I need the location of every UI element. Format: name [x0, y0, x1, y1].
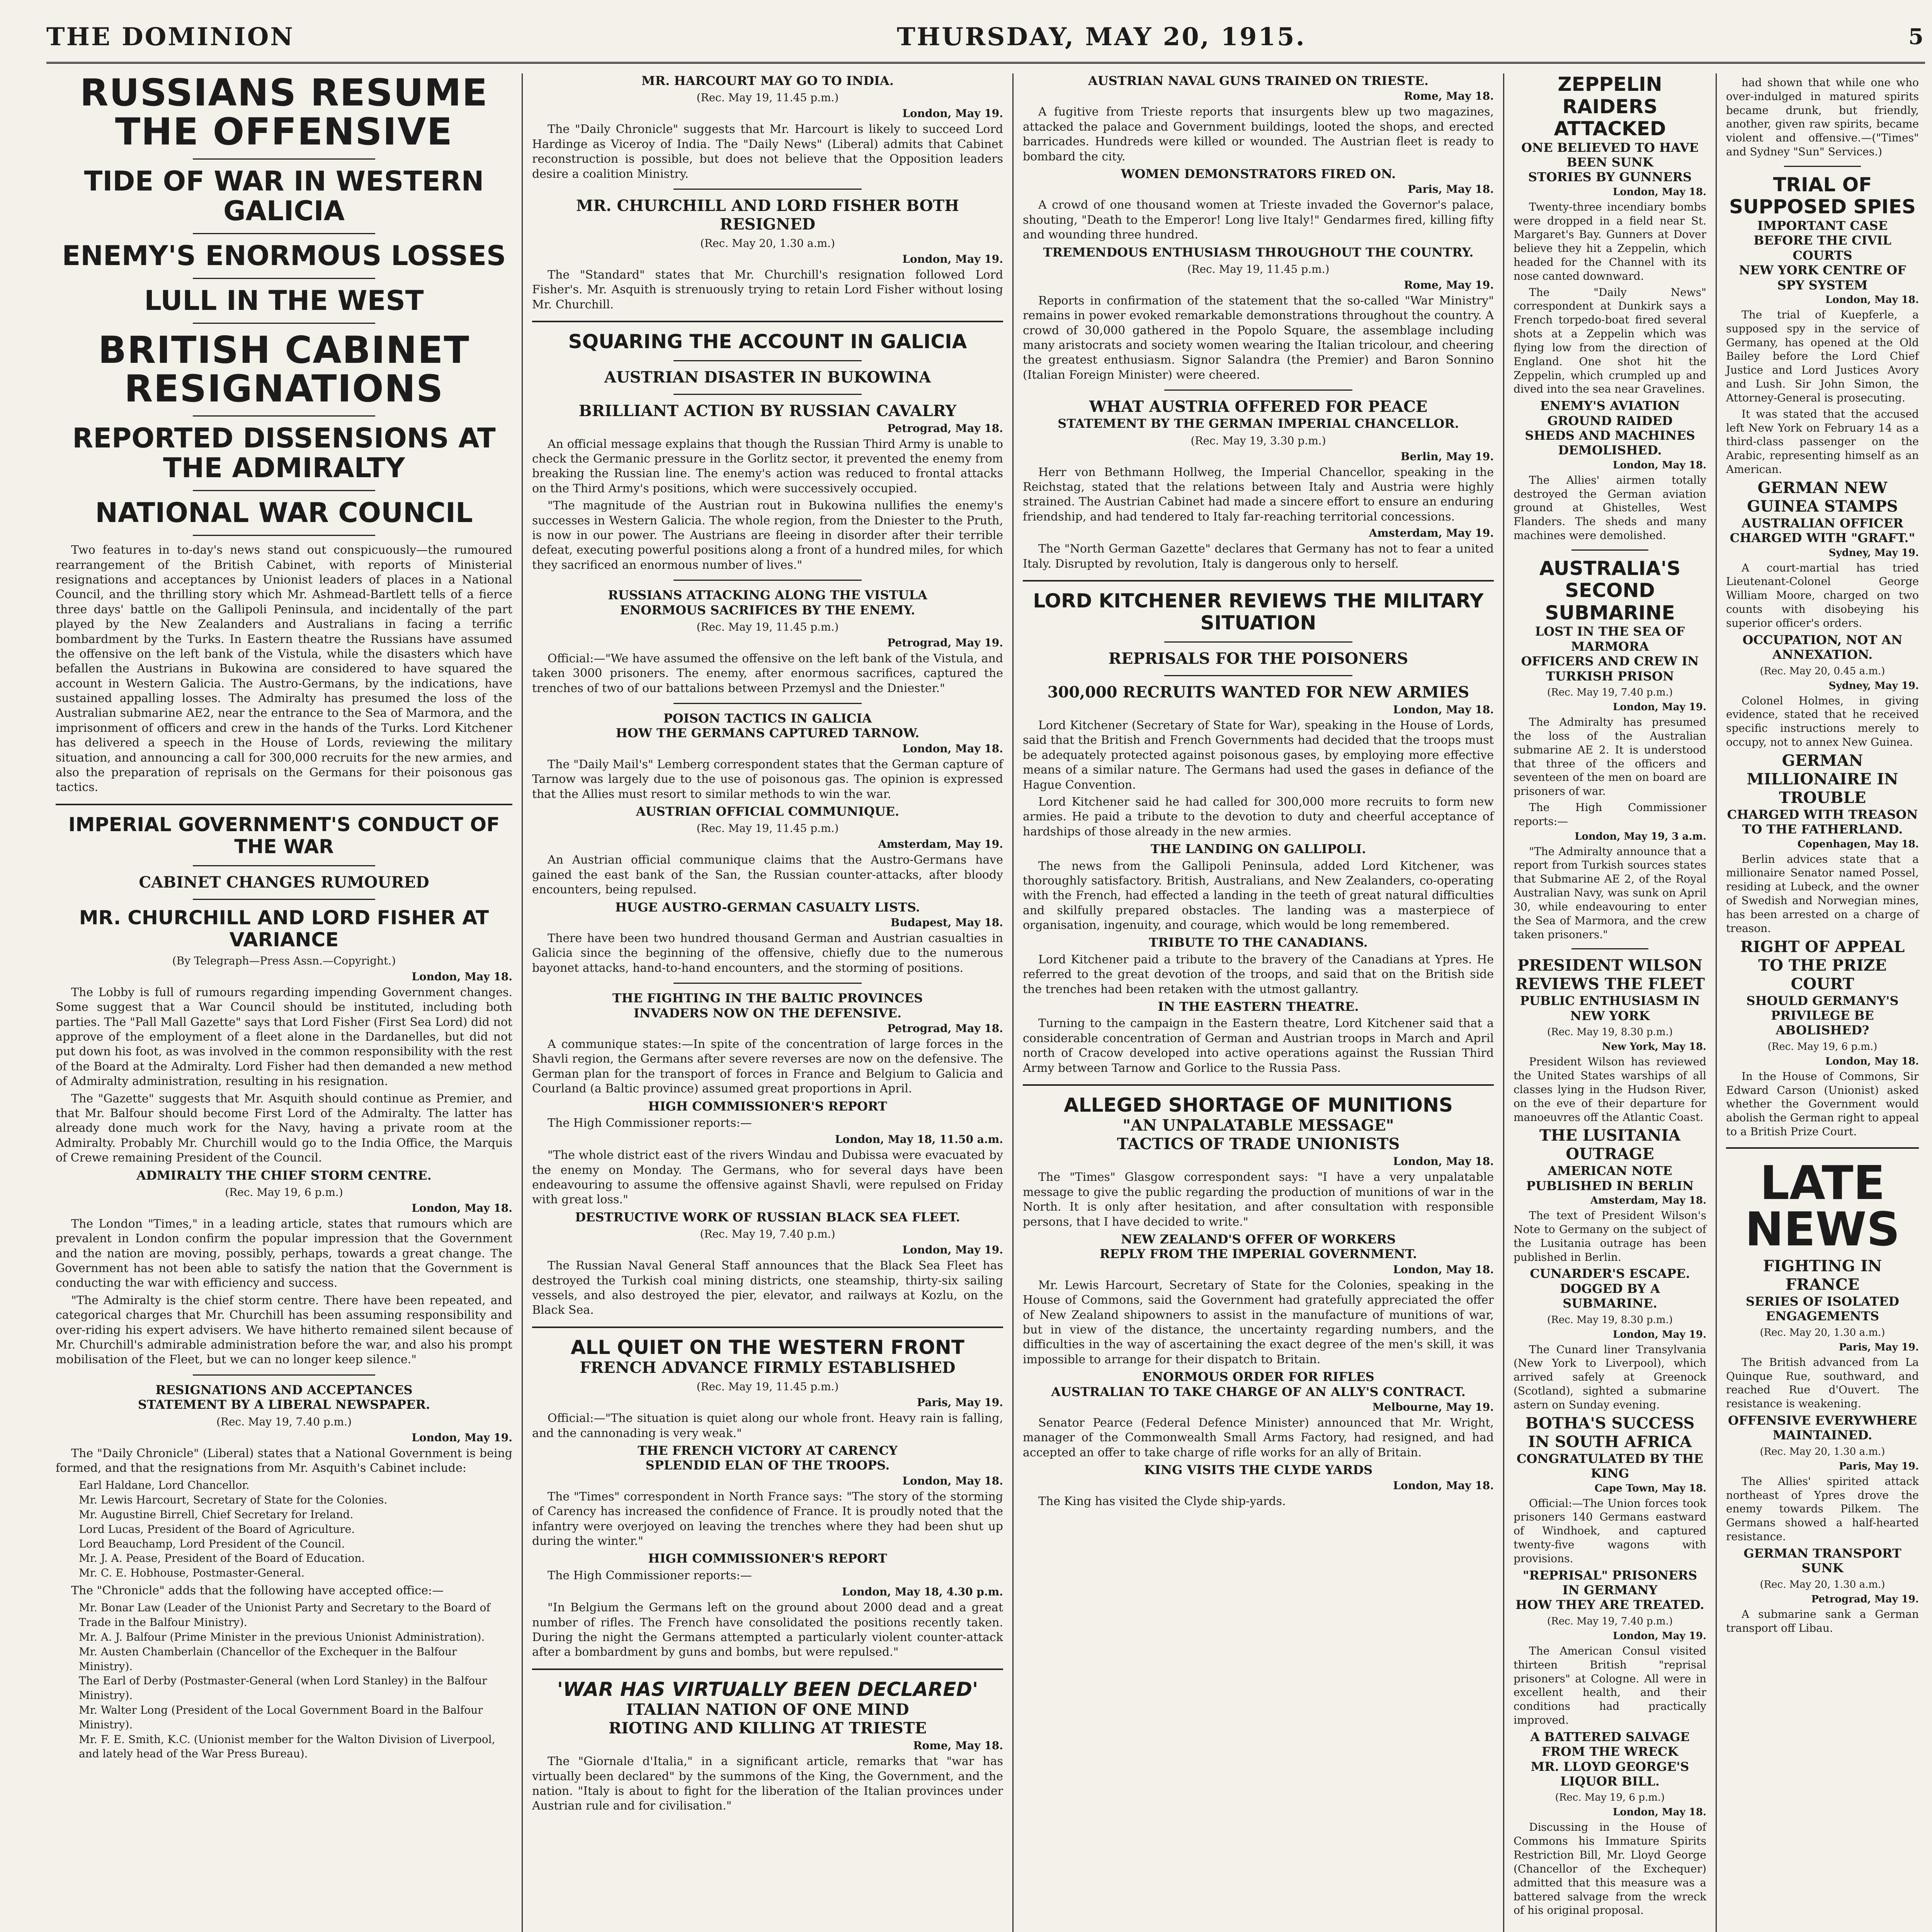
columns: [46, 73, 1928, 1932]
dateline-place: Melbourne, May 19.: [1372, 1400, 1494, 1413]
dateline-place: London, May 18.: [1612, 186, 1706, 198]
received-date: (Rec. May 19, 11.45 p.m.): [696, 1380, 839, 1393]
dateline-place: Sydney, May 19.: [1828, 547, 1919, 559]
subhead-offensive-maintained: OFFENSIVE EVERYWHERE MAINTAINED.: [1728, 1413, 1917, 1443]
divider: [193, 278, 376, 279]
headline-botha: BOTHA'S SUCCESS IN SOUTH AFRICA: [1525, 1414, 1695, 1451]
subhead-chancellor: STATEMENT BY THE GERMAN IMPERIAL CHANCELLOR.: [1058, 416, 1459, 431]
subhead-liberal-statement: STATEMENT BY A LIBERAL NEWSPAPER.: [138, 1397, 430, 1412]
subhead-privilege: SHOULD GERMANY'S PRIVILEGE BE ABOLISHED?: [1746, 993, 1899, 1038]
body-paragraph: Lord Kitchener said he had called for 300,000 more recruits to form new armies. He paid a tribute to the devotion to duty and cheerful acceptance of hardships of those already in the new armies.: [1023, 795, 1494, 838]
dateline-place: Petrograd, May 18.: [887, 422, 1003, 435]
received-date: (Rec. May 19, 11.45 p.m.): [696, 91, 839, 104]
body-paragraph: Turning to the campaign in the Eastern theatre, Lord Kitchener said that a considerable concentration of German and Austrian troops in March and April north of Cracow developed into active operations against the Russian Third Army between Tarnow and Gorlice to the Russia Pass.: [1023, 1017, 1494, 1075]
divider: [193, 1374, 376, 1376]
headline-admiralty-dissensions: REPORTED DISSENSIONS AT THE ADMIRALTY: [72, 422, 496, 484]
headline-munitions: ALLEGED SHORTAGE OF MUNITIONS: [1064, 1094, 1453, 1116]
headline-millionaire: GERMAN MILLIONAIRE IN TROUBLE: [1747, 751, 1898, 807]
received-date: (Rec. May 19, 11.45 p.m.): [696, 822, 839, 835]
subhead-american-note: AMERICAN NOTE PUBLISHED IN BERLIN: [1526, 1163, 1694, 1193]
received-date: (Rec. May 20, 1.30 a.m.): [700, 236, 835, 250]
dateline-place: Amsterdam, May 18.: [1590, 1195, 1706, 1207]
subhead-admiralty-storm: ADMIRALTY THE CHIEF STORM CENTRE.: [136, 1168, 432, 1183]
dateline-place: London, May 19.: [412, 1431, 512, 1444]
received-date: (Rec. May 19, 6 p.m.): [1555, 1792, 1665, 1804]
headline-imperial-government: IMPERIAL GOVERNMENT'S CONDUCT OF THE WAR: [68, 813, 500, 858]
list-item: Mr. Augustine Birrell, Chief Secretary for Ireland.: [79, 1508, 354, 1521]
body-paragraph: "The Admiralty is the chief storm centre. There have been repeated, and categorical charges that Mr. Churchill has been assuming responsibility and over-riding his expert advisers. We have hitherto remained silent because of Mr. Churchill's admirable administration before the war, and also his prompt mobilisation of the Fleet, but we can no longer keep silence.": [56, 1293, 512, 1367]
body-paragraph: An Austrian official communique claims that the Austro-Germans have gained the east bank of the San, the Russian counter-attacks, after bloody encounters, being repulsed.: [532, 853, 1003, 897]
dateline-place: Paris, May 19.: [1838, 1341, 1919, 1353]
headline-cabinet-resignations: BRITISH CABINET RESIGNATIONS: [98, 328, 470, 411]
body-paragraph: Reports in confirmation of the statement that the so-called "War Ministry" remains in power evoked remarkable demonstrations throughout the country. A crowd of 30,000 gathered in the Popolo Square, the assemblage including many aristocrats and society women wearing the Italian tricolour, and cheering the greatest enthusiasm. Signor Salandra (the Premier) and Baron Sonnino (Italian Foreign Minister) were cheered.: [1023, 294, 1494, 382]
body-paragraph: The "Chronicle" adds that the following have accepted office:—: [71, 1583, 444, 1597]
body-paragraph: A communique states:—In spite of the concentration of large forces in the Shavli region, the Germans after severe reverses are now on the defensive. The German plan for the transport of forces in France and Belgium to Galicia and Courland (a Baltic province) assumed great proportions in April.: [532, 1037, 1003, 1096]
dateline-place: New York, May 18.: [1602, 1041, 1706, 1053]
list-item: Lord Lucas, President of the Board of Agriculture.: [79, 1522, 355, 1536]
subhead-harcourt-india: MR. HARCOURT MAY GO TO INDIA.: [641, 73, 894, 88]
headline-battered-salvage: A BATTERED SALVAGE FROM THE WRECK: [1530, 1729, 1690, 1759]
body-paragraph: The Admiralty has presumed the loss of the Australian submarine AE 2. It is understood that three of the officers and seventeen of the men on board are prisoners of war.: [1514, 716, 1706, 798]
divider: [1571, 549, 1649, 551]
subhead-king-clyde: KING VISITS THE CLYDE YARDS: [1144, 1463, 1373, 1478]
subhead-churchill-fisher: MR. CHURCHILL AND LORD FISHER AT VARIANCE: [79, 906, 489, 951]
body-paragraph: Lord Kitchener (Secretary of State for War), speaking in the House of Lords, said that the British and French Governments had decided that the troops must be adequately protected against poisonous gases, by employing more effective means of a similar nature. The Germans had used the gases in defiance of the Hague Convention.: [1023, 718, 1494, 792]
body-paragraph: The Allies' airmen totally destroyed the German aviation ground at Ghistelles, West Flanders. The sheds and many machines were demolished.: [1514, 473, 1706, 542]
body-paragraph: The King has visited the Clyde ship-yards.: [1038, 1494, 1286, 1508]
subhead-marmora: LOST IN THE SEA OF MARMORA: [1535, 624, 1685, 654]
headline-war-council: NATIONAL WAR COUNCIL: [95, 497, 473, 529]
subhead-cabinet-changes: CABINET CHANGES RUMOURED: [139, 873, 429, 891]
headline-new-guinea-stamps: GERMAN NEW GUINEA STAMPS: [1747, 478, 1898, 515]
subhead-sheds: SHEDS AND MACHINES DEMOLISHED.: [1525, 428, 1695, 458]
subhead-treason: CHARGED WITH TREASON TO THE FATHERLAND.: [1727, 807, 1918, 837]
divider: [673, 360, 862, 361]
body-paragraph: It was stated that the accused left New York on February 14 as a third-class passenger on the Arabic, representing himself as an American.: [1726, 407, 1919, 476]
column-2: [522, 73, 1012, 1932]
received-date: (Rec. May 19, 7.40 p.m.): [216, 1415, 352, 1428]
subhead-tarnow: HOW THE GERMANS CAPTURED TARNOW.: [616, 726, 920, 741]
column-5: [1716, 73, 1928, 1932]
column-4: [1503, 73, 1716, 1932]
headline-high-commissioner-2: HIGH COMMISSIONER'S REPORT: [648, 1551, 887, 1566]
headline-all-quiet: ALL QUIET ON THE WESTERN FRONT: [571, 1336, 964, 1359]
divider: [532, 1668, 1003, 1670]
received-date: (Rec. May 20, 1.30 a.m.): [1760, 1327, 1885, 1338]
body-paragraph: The "Daily Chronicle" suggests that Mr. Harcourt is likely to succeed Lord Hardinge as Viceroy of India. The "Daily News" (Liberal) admits that Cabinet reconstruction is possible, but does not believe that the Opposition leaders desire a coalition Ministry.: [532, 122, 1003, 181]
body-paragraph: Berlin advices state that a millionaire Senator named Possel, residing at Lubeck, and the owner of Swedish and Norwegian mines, has been arrested on a charge of treason.: [1726, 852, 1919, 935]
dateline-place: London, May 19, 3 a.m.: [1575, 830, 1706, 842]
body-paragraph: The "North German Gazette" declares that Germany has not to fear a united Italy. Disrupted by revolution, Italy is dangerous only to herself.: [1023, 542, 1494, 571]
subhead-canadians: TRIBUTE TO THE CANADIANS.: [1149, 935, 1368, 950]
body-paragraph: "The Admiralty announce that a report from Turkish sources states that Submarine AE 2, of the Royal Australian Navy, was sunk on April 30, while endeavouring to enter the Sea of Marmora, and the crew taken prisoners.": [1514, 845, 1706, 941]
dateline-place: London, May 18.: [902, 1474, 1003, 1487]
received-date: (Rec. May 19, 7.40 p.m.): [700, 1228, 835, 1241]
dateline-place: London, May 18.: [1612, 1806, 1706, 1818]
subhead-rifles-order: ENORMOUS ORDER FOR RIFLES: [1142, 1369, 1374, 1384]
body-paragraph: "The whole district east of the rivers Windau and Dubissa were evacuated by the enemy on Monday. The Germans, who for several days have been endeavouring to assume the offensive against Shavli, were repulsed on Friday with great loss.": [532, 1148, 1003, 1207]
subhead-congratulated: CONGRATULATED BY THE KING: [1517, 1451, 1703, 1481]
subhead-treated: HOW THEY ARE TREATED.: [1515, 1597, 1704, 1612]
body-paragraph: The High Commissioner reports:—: [1514, 801, 1706, 828]
subhead-austrian-communique: AUSTRIAN OFFICIAL COMMUNIQUE.: [636, 804, 900, 819]
list-item: Mr. Walter Long (President of the Local Government Board in the Balfour Ministry).: [79, 1703, 483, 1731]
received-date: (Rec. May 19, 6 p.m.): [1767, 1041, 1878, 1053]
subhead-isolated-engagements: SERIES OF ISOLATED ENGAGEMENTS: [1746, 1294, 1899, 1324]
subhead-russian-cavalry: BRILLIANT ACTION BY RUSSIAN CAVALRY: [578, 401, 957, 420]
subhead-recruits: 300,000 RECRUITS WANTED FOR NEW ARMIES: [1047, 683, 1469, 701]
received-date: (Rec. May 20, 0.45 a.m.): [1760, 665, 1885, 677]
body-paragraph: A fugitive from Trieste reports that insurgents blew up two magazines, attacked the palace and Government buildings, looted the shops, and erected barricades. Hundreds were killed or wounded. The Austrian fleet is ready to bombard the city.: [1023, 105, 1494, 163]
body-paragraph: The High Commissioner reports:—: [548, 1116, 752, 1130]
body-paragraph: President Wilson has reviewed the United States warships of all classes lying in the Hudson River, on the eve of their departure for manoeuvres off the Atlantic Coast.: [1514, 1055, 1706, 1124]
headline-high-commissioner: HIGH COMMISSIONER'S REPORT: [648, 1099, 887, 1114]
divider: [193, 323, 376, 324]
headline-transport-sunk: GERMAN TRANSPORT SUNK: [1743, 1546, 1901, 1576]
headline-galicia: TIDE OF WAR IN WESTERN GALICIA: [84, 165, 484, 227]
received-date: (Rec. May 19, 6 p.m.): [225, 1185, 343, 1199]
body-paragraph: A submarine sank a German transport off Libau.: [1726, 1607, 1919, 1634]
body-paragraph: "In Belgium the Germans left on the ground about 2000 dead and a great number of rifles. The French have consolidated the positions recently taken. During the night the Germans attempted a particularly violent counter-attack after a bombardment by guns and bombs, but were repulsed.": [532, 1601, 1003, 1659]
body-paragraph: The "Gazette" suggests that Mr. Asquith should continue as Premier, and that Mr. Balfour should become First Lord of the Admiralty. The latter has already done much work for the Navy, having a private room at the Admiralty. Probably Mr. Churchill would go to the India Office, the Marquis of Crewe remaining President of the Council.: [56, 1092, 512, 1165]
divider: [56, 804, 512, 805]
headline-fighting-france: FIGHTING IN FRANCE: [1763, 1257, 1882, 1294]
headline-kitchener: LORD KITCHENER REVIEWS THE MILITARY SITUATION: [1033, 589, 1484, 634]
dateline-place: London, May 18.: [1393, 1263, 1494, 1276]
divider: [673, 703, 862, 704]
body-paragraph: Senator Pearce (Federal Defence Minister) announced that Mr. Wright, manager of the Commonwealth Small Arms Factory, had resigned, and had accepted an offer to take charge of rifle works for an ally of Britain.: [1023, 1416, 1494, 1459]
divider: [673, 983, 862, 984]
body-paragraph: A court-martial has tried Lieutenant-Colonel George William Moore, charged on two counts with disobeying his superior officer's orders.: [1726, 561, 1919, 629]
divider: [673, 394, 862, 395]
subhead-liquor-bill: MR. LLOYD GEORGE'S LIQUOR BILL.: [1531, 1759, 1689, 1789]
subhead-sunk: ONE BELIEVED TO HAVE BEEN SUNK: [1521, 140, 1699, 170]
subhead-gallipoli: THE LANDING ON GALLIPOLI.: [1150, 842, 1366, 857]
received-date: (Rec. May 19, 8.30 p.m.): [1547, 1026, 1673, 1038]
divider: [1023, 1084, 1494, 1086]
body-paragraph: The Allies' spirited attack northeast of Ypres drove the enemy towards Pilkem. The Germans showed a half-hearted resistance.: [1726, 1475, 1919, 1543]
body-paragraph: The trial of Kuepferle, a supposed spy in the service of Germany, has opened at the Old Bailey before the Lord Chief Justice and Lord Justices Avory and Lush. Sir John Simon, the Attorney-General is prosecuting.: [1726, 308, 1919, 404]
headline-vistula: RUSSIANS ATTACKING ALONG THE VISTULA: [608, 588, 927, 603]
received-date: (Rec. May 19, 7.40 p.m.): [1547, 1615, 1673, 1627]
body-paragraph: The High Commissioner reports:—: [548, 1568, 752, 1582]
body-paragraph: The Lobby is full of rumours regarding impending Government changes. Some suggest that a War Council should be instituted, including both parties. The "Pall Mall Gazette" says that Lord Fisher (First Sea Lord) did not approve of the employment of a fleet alone in the Dardanelles, but did not put down his foot, as was involved in the common responsibility with the rest of the Board at the Admiralty. Lord Fisher had then demanded a new method of Admiralty administration, resulting in his resignation.: [56, 985, 512, 1088]
body-paragraph: The "Daily Chronicle" (Liberal) states that a National Government is being formed, and that the resignations from Mr. Asquith's Cabinet include:: [56, 1446, 512, 1475]
headline-enemy-losses: ENEMY'S ENORMOUS LOSSES: [62, 240, 506, 272]
subhead-bukowina: AUSTRIAN DISASTER IN BUKOWINA: [604, 368, 931, 386]
subhead-unpalatable: "AN UNPALATABLE MESSAGE": [1122, 1116, 1394, 1135]
body-paragraph: The "Times" Glasgow correspondent says: "I have a very unpalatable message to give the public regarding the production of munitions of war in the North. It is only after hesitation, and after consultation with responsible persons, that I have decided to write.": [1023, 1170, 1494, 1229]
body-paragraph: The Russian Naval General Staff announces that the Black Sea Fleet has destroyed the Turkish coal mining districts, one steamship, thirty-six sailing vessels, and also destroyed the pier, elevator, and railways at Kozlu, on the Black Sea.: [532, 1259, 1003, 1317]
headline-war-declared: 'WAR HAS VIRTUALLY BEEN DECLARED': [557, 1678, 978, 1701]
subhead-turkish-prison: OFFICERS AND CREW IN TURKISH PRISON: [1521, 654, 1699, 684]
received-date: (Rec. May 19, 11.45 p.m.): [696, 620, 839, 633]
dateline-place: Paris, May 18.: [1408, 183, 1494, 196]
headline-aviation-raided: ENEMY'S AVIATION GROUND RAIDED: [1540, 398, 1680, 428]
received-date: (Rec. May 20, 1.30 a.m.): [1760, 1578, 1885, 1590]
dateline-place: Berlin, May 19.: [1400, 450, 1494, 463]
received-date: (Rec. May 20, 1.30 a.m.): [1760, 1446, 1885, 1458]
dateline-place: Petrograd, May 18.: [887, 1022, 1003, 1035]
body-paragraph: "The magnitude of the Austrian rout in Bukowina nullifies the enemy's successes in Western Galicia. The whole region, from the Dniester to the Pruth, is now in our power. The Austrians are fleeing in disorder after their terrible defeat, executing powerful positions along a front of a hundred miles, for which they sacrificed an enormous number of lives.": [532, 499, 1003, 572]
intro-paragraph: Two features in to-day's news stand out conspicuously—the rumoured rearrangement of the British Cabinet, with reports of Ministerial resignations and acceptances by Unionist leaders of places in a National Council, and the thrilling story which Mr. Ashmead-Bartlett tells of a fierce three days' battle on the Gallipoli Peninsula, and incidentally of the part played by the New Zealanders and Australians in facing a terrific bombardment by the Turks. In Eastern theatre the Russians have assumed the offensive on the left bank of the Vistula, while the disasters which have befallen the Austrians in Bukowina are considered to have squared the account in Western Galicia. The Austro-Germans, by the indications, have sustained appalling losses. The Admiralty has presumed the loss of the Australian submarine AE2, near the entrance to the Sea of Marmora, and the imprisonment of officers and crew in the hands of the Turks. Lord Kitchener has delivered a speech in the House of Lords, reviewing the military situation, and announcing a call for 300,000 recruits for the new armies, and also the preparation of reprisals on the Germans for their poisonous gas tactics.: [56, 543, 512, 794]
divider: [193, 899, 376, 900]
late-news-banner: LATE NEWS: [1745, 1156, 1900, 1257]
acceptances-list: [79, 1600, 512, 1761]
subhead-casualty-lists: HUGE AUSTRO-GERMAN CASUALTY LISTS.: [615, 900, 920, 915]
list-item: Lord Beauchamp, Lord President of the Council.: [79, 1537, 345, 1550]
subhead-defensive: INVADERS NOW ON THE DEFENSIVE.: [633, 1005, 902, 1020]
body-paragraph: The "Daily News" correspondent at Dunkirk says a French torpedo-boat fired several shots at a Zeppelin which was flying low from the direction of England. One shot hit the Zeppelin, which crumpled up and dived into the sea near Gravelines.: [1514, 286, 1706, 396]
dateline-place: Amsterdam, May 19.: [1369, 527, 1494, 540]
list-item: Mr. F. E. Smith, K.C. (Unionist member for the Walton Division of Liverpool, and lately head of the War Press Bureau).: [79, 1733, 495, 1760]
column-3: [1012, 73, 1503, 1932]
body-paragraph: The London "Times," in a leading article, states that rumours which are prevalent in London confirm the popular impression that the Government and the nation are moving, possibly, perhaps, towards a great change. The Government has not been able to satisfy the nation that the Government is conducting the war with efficiency and success.: [56, 1217, 512, 1290]
page-number: 5: [1908, 24, 1925, 49]
subhead-trieste-guns: AUSTRIAN NAVAL GUNS TRAINED ON TRIESTE.: [1088, 73, 1429, 88]
body-paragraph: Mr. Lewis Harcourt, Secretary of State for the Colonies, speaking in the House of Commons, said the Government had gratefully appreciated the offer of New Zealand shipowners to assist in the manufacture of munitions of war, but in view of the distance, the uncertainty regarding numbers, and the difficulties in the way of ascertaining the exact degree of the men's skill, it was impossible to arrange for their dispatch to Britain.: [1023, 1278, 1494, 1366]
subhead-italian-nation: ITALIAN NATION OF ONE MIND: [626, 1701, 909, 1719]
dateline-place: London, May 18.: [1393, 1479, 1494, 1492]
issue-date: THURSDAY, MAY 20, 1915.: [897, 22, 1306, 51]
dateline-place: Petrograd, May 19.: [887, 636, 1003, 649]
divider: [193, 158, 376, 160]
headline-squaring-galicia: SQUARING THE ACCOUNT IN GALICIA: [568, 330, 967, 353]
dateline-place: Cape Town, May 18.: [1594, 1482, 1706, 1494]
subhead-resignations: RESIGNATIONS AND ACCEPTANCES: [155, 1382, 413, 1397]
divider: [193, 415, 376, 417]
subhead-trieste-rioting: RIOTING AND KILLING AT TRIESTE: [608, 1719, 927, 1738]
dateline-place: Petrograd, May 19.: [1811, 1593, 1919, 1605]
dateline-place: London, May 18, 11.50 a.m.: [835, 1133, 1003, 1146]
body-paragraph: A crowd of one thousand women at Trieste invaded the Governor's palace, shouting, "Death to the Emperor! Long live Italy!" Gendarmes fired, killing fifty and wounding three hundred.: [1023, 198, 1494, 242]
dateline-place: London, May 19.: [1612, 701, 1706, 713]
body-paragraph: There have been two hundred thousand German and Austrian casualties in Galicia since the beginning of the offensive, chiefly due to the numerous bayonet attacks, hand-to-hand encounters, and the storming of positions.: [532, 932, 1003, 975]
list-item: The Earl of Derby (Postmaster-General (when Lord Stanley) in the Balfour Ministry).: [79, 1674, 487, 1702]
divider: [193, 233, 376, 234]
subhead-women-demonstrators: WOMEN DEMONSTRATORS FIRED ON.: [1121, 166, 1396, 181]
subhead-sacrifices: ENORMOUS SACRIFICES BY THE ENEMY.: [620, 602, 915, 617]
divider: [673, 580, 862, 581]
dateline-place: London, May 19.: [902, 1243, 1003, 1257]
received-date: (Rec. May 19, 7.40 p.m.): [1547, 687, 1673, 699]
list-item: Earl Haldane, Lord Chancellor.: [79, 1479, 250, 1492]
body-paragraph: Herr von Bethmann Hollweg, the Imperial Chancellor, speaking in the Reichstag, stated that the relations between Italy and Austria were highly strained. The Austrian Cabinet had made a sincere effort to ensure an enduring friendship, and had tendered to Italy far-reaching territorial concessions.: [1023, 465, 1494, 524]
body-paragraph: The text of President Wilson's Note to Germany on the subject of the Lusitania outrage has been published in Berlin.: [1514, 1209, 1706, 1264]
dateline-place: London, May 18.: [902, 742, 1003, 755]
body-paragraph: Official:—The Union forces took prisoners 140 Germans eastward of Windhoek, and captured twenty-five wagons with provisions.: [1514, 1497, 1706, 1565]
divider: [673, 189, 862, 190]
resignations-list: [79, 1478, 512, 1580]
headline-wilson-fleet: PRESIDENT WILSON REVIEWS THE FLEET: [1515, 956, 1705, 993]
subhead-french-advance: FRENCH ADVANCE FIRMLY ESTABLISHED: [580, 1359, 956, 1377]
body-paragraph: had shown that while one who over-indulged in matured spirits became drunk, but friendly, another, given raw spirits, became violent and offensive.—("Times" and Sydney "Sun" Services.): [1726, 76, 1919, 158]
divider: [193, 490, 376, 491]
dateline-place: London, May 18.: [1612, 459, 1706, 471]
dateline-place: London, May 18.: [1825, 294, 1919, 306]
divider: [1164, 675, 1353, 676]
column-1: [46, 73, 522, 1932]
divider: [1571, 948, 1649, 949]
headline-carency: THE FRENCH VICTORY AT CARENCY: [638, 1443, 898, 1458]
subhead-black-sea: DESTRUCTIVE WORK OF RUSSIAN BLACK SEA FLEET.: [575, 1209, 960, 1225]
dateline-place: Rome, May 18.: [1404, 90, 1494, 103]
received-date: (Rec. May 19, 8.30 p.m.): [1547, 1314, 1673, 1326]
subhead-imperial-reply: REPLY FROM THE IMPERIAL GOVERNMENT.: [1099, 1247, 1417, 1262]
divider: [532, 321, 1003, 322]
subhead-occupation: OCCUPATION, NOT AN ANNEXATION.: [1742, 632, 1903, 662]
subhead-dogged: DOGGED BY A SUBMARINE.: [1560, 1281, 1660, 1311]
dateline-place: London, May 18.: [1393, 1155, 1494, 1168]
subhead-trade-unionists: TACTICS OF TRADE UNIONISTS: [1117, 1135, 1400, 1153]
dateline-place: London, May 19.: [902, 252, 1003, 265]
body-paragraph: The Cunard liner Transylvania (New York to Liverpool), which arrived safely at Greenock (Scotland), sighted a submarine astern on Sunday evening.: [1514, 1343, 1706, 1411]
headline-zeppelin: ZEPPELIN RAIDERS ATTACKED: [1554, 73, 1666, 140]
list-item: Mr. Lewis Harcourt, Secretary of State for the Colonies.: [79, 1493, 388, 1507]
body-paragraph: Lord Kitchener paid a tribute to the bravery of the Canadians at Ypres. He referred to the great devotion of the troops, and said that on the British side the trenches had been retaken with the utmost gallantry.: [1023, 952, 1494, 996]
headline-both-resigned: MR. CHURCHILL AND LORD FISHER BOTH RESIGNED: [576, 196, 959, 233]
divider: [1023, 580, 1494, 582]
dateline-place: Sydney, May 19.: [1828, 680, 1919, 692]
divider: [1784, 166, 1861, 167]
subhead-reprisals: REPRISALS FOR THE POISONERS: [1108, 649, 1408, 668]
body-paragraph: The "Daily Mail's" Lemberg correspondent states that the German capture of Tarnow was largely due to the use of poisonous gas. The opinion is expressed that the Allies must resort to similar methods to win the war.: [532, 757, 1003, 801]
headline-submarine: AUSTRALIA'S SECOND SUBMARINE: [1539, 557, 1681, 624]
subhead-spy-system: NEW YORK CENTRE OF SPY SYSTEM: [1739, 263, 1906, 293]
dateline-place: London, May 19.: [1612, 1630, 1706, 1642]
dateline-place: London, May 18.: [412, 970, 512, 983]
divider: [1164, 641, 1353, 643]
dateline-place: London, May 18, 4.30 p.m.: [842, 1585, 1003, 1599]
headline-prize-court: RIGHT OF APPEAL TO THE PRIZE COURT: [1740, 937, 1905, 993]
headline-russians-offensive: RUSSIANS RESUME THE OFFENSIVE: [80, 73, 488, 153]
masthead: [46, 12, 1925, 64]
list-item: Mr. J. A. Pease, President of the Board of Education.: [79, 1552, 365, 1565]
headline-lusitania: THE LUSITANIA OUTRAGE: [1539, 1126, 1681, 1163]
dateline-place: Budapest, May 18.: [890, 916, 1003, 929]
body-paragraph: The "Standard" states that Mr. Churchill's resignation followed Lord Fisher's. Mr. Asquith is strenuously trying to retain Lord Fisher without losing Mr. Churchill.: [532, 268, 1003, 311]
divider: [1726, 1147, 1919, 1149]
list-item: Mr. Austen Chamberlain (Chancellor of the Exchequer in the Balfour Ministry).: [79, 1645, 457, 1673]
dateline-place: Rome, May 19.: [1404, 278, 1494, 291]
headline-reprisal-prisoners: "REPRISAL" PRISONERS IN GERMANY: [1522, 1568, 1697, 1598]
dateline-place: Paris, May 19.: [1838, 1460, 1919, 1472]
list-item: Mr. Bonar Law (Leader of the Unionist Party and Secretary to the Board of Trade in the Balfour Ministry).: [79, 1601, 490, 1629]
subhead-elan: SPLENDID ELAN OF THE TROOPS.: [645, 1458, 890, 1473]
dateline-place: Rome, May 18.: [913, 1739, 1003, 1752]
subhead-cunarder: CUNARDER'S ESCAPE.: [1530, 1266, 1690, 1281]
body-paragraph: Discussing in the House of Commons his Immature Spirits Restriction Bill, Mr. Lloyd George (Chancellor of the Exchequer) admitted that this measure was a battered salvage from the wreck of his original proposal.: [1514, 1821, 1706, 1917]
divider: [532, 1327, 1003, 1328]
dateline-place: Copenhagen, May 18.: [1797, 838, 1919, 850]
headline-poison-tactics: POISON TACTICS IN GALICIA: [663, 711, 872, 726]
subhead-ally-contract: AUSTRALIAN TO TAKE CHARGE OF AN ALLY'S CONTRACT.: [1051, 1384, 1466, 1399]
list-item: Mr. C. E. Hobhouse, Postmaster-General.: [79, 1566, 305, 1580]
body-paragraph: Official:—"The situation is quiet along our whole front. Heavy rain is falling, and the cannonading is very weak.": [532, 1412, 1003, 1440]
body-paragraph: The news from the Gallipoli Peninsula, added Lord Kitchener, was thoroughly satisfactory. British, Australians, and New Zealanders, co-operating with the French, had effected a landing in the teeth of great natural difficulties and skilfully prepared obstacles. The landing was a masterpiece of organisation, ingenuity, and courage, which would be long remembered.: [1023, 859, 1494, 932]
dateline-place: London, May 19.: [902, 107, 1003, 120]
subhead-civil-courts: IMPORTANT CASE BEFORE THE CIVIL COURTS: [1753, 218, 1891, 263]
dateline-place: London, May 18.: [412, 1201, 512, 1214]
headline-baltic: THE FIGHTING IN THE BALTIC PROVINCES: [612, 991, 923, 1006]
body-paragraph: Official:—"We have assumed the offensive on the left bank of the Vistula, and taken 3000 prisoners. The enemy, after enormous sacrifices, captured the trenches of two of our battalions between Przemysl and the Dniester.": [532, 651, 1003, 695]
newspaper-name: THE DOMINION: [46, 22, 294, 51]
body-paragraph: In the House of Commons, Sir Edward Carson (Unionist) asked whether the Government would abolish the German right to appeal to a British Prize Court.: [1726, 1070, 1919, 1138]
dateline-place: Amsterdam, May 19.: [878, 838, 1003, 851]
divider: [193, 535, 376, 536]
body-paragraph: The "Giornale d'Italia," in a significant article, remarks that "war has virtually been declared" by the summons of the King, the Government, and the nation. "Italy is about to fight for the liberation of the Italian provinces under Austrian rule and for civilisation.": [532, 1755, 1003, 1813]
dateline-place: London, May 18.: [1825, 1055, 1919, 1067]
subhead-new-york: PUBLIC ENTHUSIASM IN NEW YORK: [1520, 993, 1700, 1023]
subhead-enthusiasm: TREMENDOUS ENTHUSIASM THROUGHOUT THE COUNTRY.: [1043, 245, 1474, 260]
subhead-eastern-theatre: IN THE EASTERN THEATRE.: [1158, 999, 1359, 1014]
headline-austria-peace: WHAT AUSTRIA OFFERED FOR PEACE: [1089, 398, 1428, 416]
divider: [193, 865, 376, 866]
body-paragraph: The "Times" correspondent in North France says: "The story of the storming of Carency has increased the confidence of France. It is proudly noted that the infantry were overjoyed on leaving the trenches where they had been shut up during the winter.": [532, 1490, 1003, 1548]
list-item: Mr. A. J. Balfour (Prime Minister in the previous Unionist Administration).: [79, 1630, 485, 1643]
dateline-place: London, May 19.: [1612, 1328, 1706, 1340]
received-date: (Rec. May 19, 3.30 p.m.): [1190, 434, 1326, 447]
credit-line: (By Telegraph—Press Assn.—Copyright.): [172, 954, 396, 967]
dateline-place: London, May 18.: [1393, 703, 1494, 716]
received-date: (Rec. May 19, 11.45 p.m.): [1187, 262, 1330, 276]
body-paragraph: An official message explains that though the Russian Third Army is unable to check the Germanic pressure in the Gorlitz sector, it prevented the enemy from breaking the Russian line. The enemy's action was reduced to frontal attacks on the Third Army's positions, which were successively occupied.: [532, 437, 1003, 495]
body-paragraph: Colonel Holmes, in giving evidence, stated that he received specific instructions merely to occupy, not to annex New Guinea.: [1726, 694, 1919, 749]
headline-spies-trial: TRIAL OF SUPPOSED SPIES: [1729, 173, 1916, 218]
dateline-place: Paris, May 19.: [917, 1396, 1003, 1409]
divider: [1164, 389, 1353, 391]
headline-nz-workers: NEW ZEALAND'S OFFER OF WORKERS: [1121, 1232, 1396, 1247]
subhead-gunners: STORIES BY GUNNERS: [1528, 170, 1692, 185]
body-paragraph: The British advanced from La Quinque Rue, southward, and reached Rue d'Ouvert. The resistance is weakening.: [1726, 1355, 1919, 1410]
headline-lull-west: LULL IN THE WEST: [144, 284, 424, 316]
body-paragraph: Twenty-three incendiary bombs were dropped in a field near St. Margaret's Bay. Gunners at Dover believe they hit a Zeppelin, which headed for the Channel with its nose canted downward.: [1514, 200, 1706, 282]
subhead-graft: AUSTRALIAN OFFICER CHARGED WITH "GRAFT.": [1730, 515, 1915, 546]
body-paragraph: The American Consul visited thirteen British "reprisal prisoners" at Cologne. All were in excellent health, and their conditions had practically improved.: [1514, 1644, 1706, 1727]
